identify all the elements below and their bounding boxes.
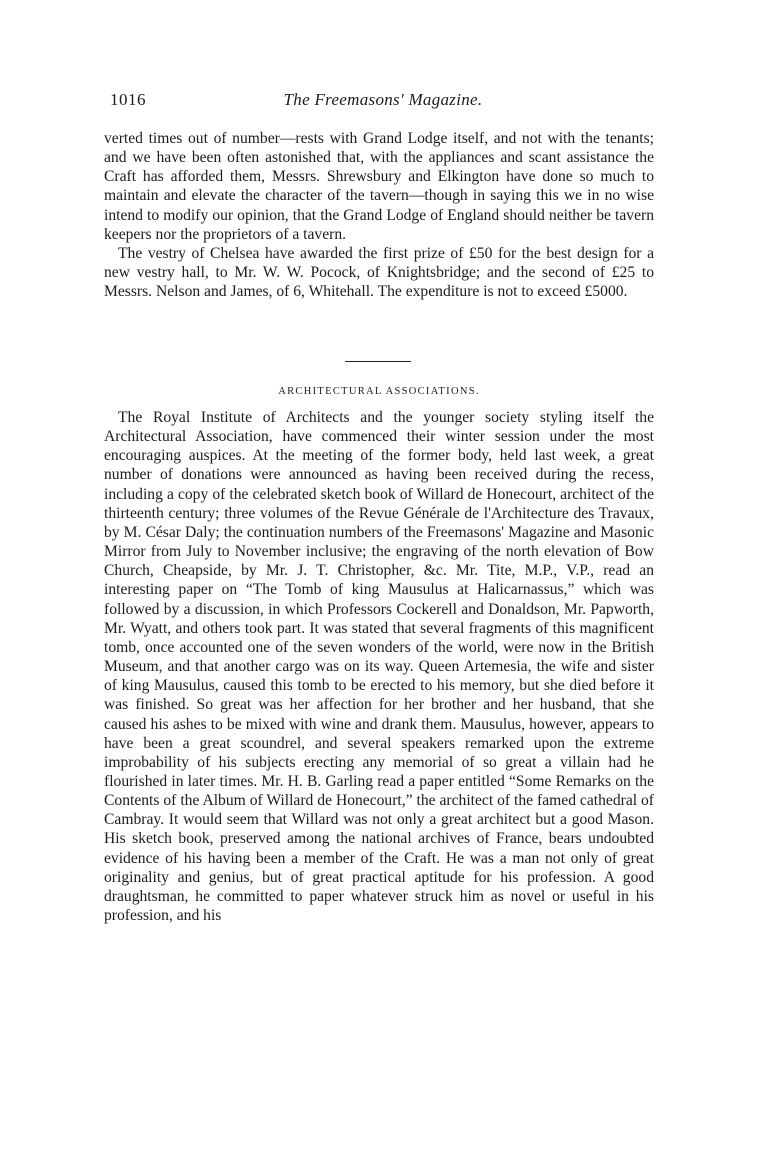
- text-column-bottom: [104, 408, 654, 925]
- paragraph-architectural-associations: The Royal Institute of Architects and the younger society styling itself the Architectural Association, have commenced their winter session under the most encouraging auspices. At the meeting of the former body, held last week, a great number of donations were announced as having been received during the recess, including a copy of the celebrated sketch book of Willard de Honecourt, architect of the thirteenth century; three volumes of the Revue Générale de l'Architecture des Travaux, by M. César Daly; the continuation numbers of the Freemasons' Magazine and Masonic Mirror from July to November inclusive; the engraving of the north elevation of Bow Church, Cheapside, by Mr. J. T. Christopher, &c. Mr. Tite, M.P., V.P., read an interesting paper on “The Tomb of king Mausulus at Halicarnassus,” which was followed by a discussion, in which Professors Cockerell and Donaldson, Mr. Papworth, Mr. Wyatt, and others took part. It was stated that several fragments of this magnificent tomb, once accounted one of the seven wonders of the world, were now in the British Museum, and that another cargo was on its way. Queen Artemesia, the wife and sister of king Mausulus, caused this tomb to be erected to his memory, but she died before it was finished. So great was her affection for her brother and her husband, that she caused his ashes to be mixed with wine and drank them. Mausulus, however, appears to have been a great scoundrel, and several speakers remarked upon the extreme improbability of his subjects erecting any memorial of so great a villain had he flourished in later times. Mr. H. B. Garling read a paper entitled “Some Remarks on the Contents of the Album of Willard de Honecourt,” the architect of the famed cathedral of Cambray. It would seem that Willard was not only a great architect but a good Mason. His sketch book, preserved among the national archives of France, bears undoubted evidence of his having been a member of the Craft. He was a man not only of great originality and genius, but of great practical aptitude for his profession. A good draughtsman, he committed to paper whatever struck him as novel or useful in his profession, and his: [104, 409, 654, 925]
- section-divider: [345, 361, 411, 362]
- page-header: [110, 90, 656, 114]
- paragraph-chelsea-vestry: The vestry of Chelsea have awarded the first prize of £50 for the best design for a new vestry hall, to Mr. W. W. Pocock, of Knightsbridge; and the second of £25 to Messrs. Nelson and James, of 6, Whitehall. The expenditure is not to exceed £5000.: [104, 244, 654, 301]
- page-number: 1016: [110, 90, 146, 109]
- text-column-top: [104, 129, 654, 301]
- running-title: The Freemasons' Magazine.: [283, 90, 483, 109]
- paragraph-tavern: verted times out of number—rests with Grand Lodge itself, and not with the tenants; and we have been often astonished that, with the appliances and scant assistance the Craft has afforded them, Messrs. Shrewsbury and Elkington have done so much to maintain and elevate the character of the tavern—though in saying this we in no wise intend to modify our opinion, that the Grand Lodge of England should neither be tavern keepers nor the proprietors of a tavern.: [104, 130, 654, 243]
- section-heading: ARCHITECTURAL ASSOCIATIONS.: [278, 386, 480, 397]
